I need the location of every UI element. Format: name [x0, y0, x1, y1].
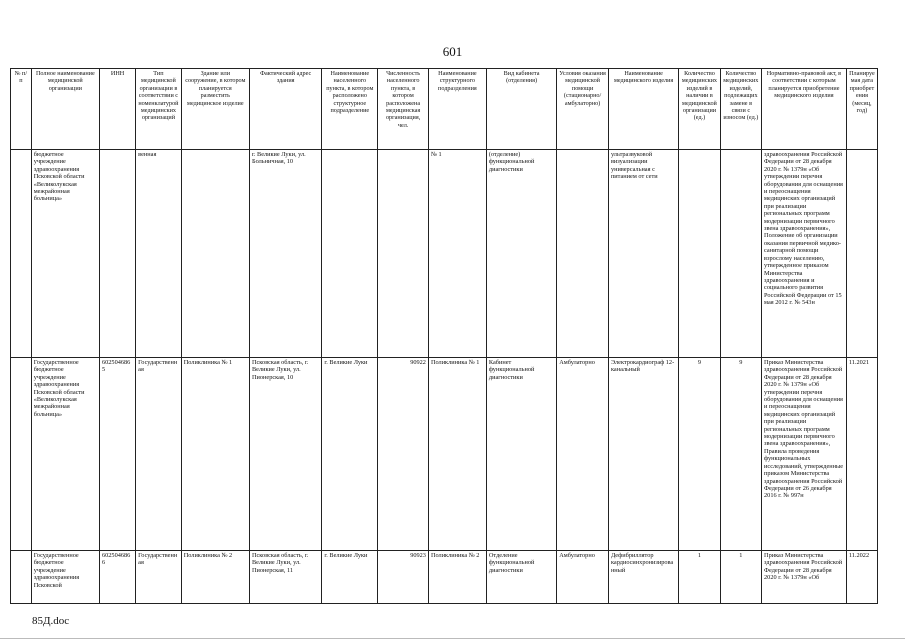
cell-building: Поликлиника № 1: [181, 358, 249, 551]
cell-unit: Поликлиника № 2: [428, 551, 486, 604]
cell-device: Дефибриллятор кардиосинхронизированный: [608, 551, 678, 604]
header-cell: Наименование населенного пункта, в котором расположено структурное подразделение: [322, 69, 378, 150]
cell-inn: 6025046865: [99, 358, 135, 551]
cell-locality: г. Великие Луки: [322, 358, 378, 551]
header-cell: Полное наименование медицинской организации: [31, 69, 99, 150]
header-cell: Количество медицинских изделий, подлежащих замене в связи с износом (ед.): [720, 69, 761, 150]
cell-inn: 6025046866: [99, 551, 135, 604]
cell-num: [11, 551, 32, 604]
table-row: [11, 150, 878, 358]
cell-qty: 1: [679, 551, 720, 604]
cell-device: ультразвуковой визуализации универсальная с питанием от сети: [608, 150, 678, 358]
header-cell: Планируемая дата приобретения (месяц, год): [846, 69, 877, 150]
cell-act: здравоохранения Российской Федерации от 28 декабря 2020 г. № 1379н «Об утверждении перечня оборудования для оснащения и переоснащения медицинских организаций при реализации региональных программ модернизации первичного звена здравоохранения», Положение об организации оказания первичной медико-санитарной помощи взрослому населению, утвержденное приказом Министерства здравоохранения и социального развития Российской Федерации от 15 мая 2012 г. № 543н: [762, 150, 847, 358]
cell-num: [11, 358, 32, 551]
cell-act: Приказ Министерства здравоохранения Российской Федерации от 28 декабря 2020 г. № 1379н «Об утверждении перечня оборудования для оснащения и переоснащения медицинских организаций при реализации региональных программ модернизации первичного звена здравоохранения», Правила проведения функциональных исследований, утвержденные приказом Министерства здравоохранения Российской Федерации от 26 декабря 2016 г. № 997н: [762, 358, 847, 551]
cell-org: бюджетное учреждение здравоохранения Псковской области «Великолукская межрайонная больница»: [31, 150, 99, 358]
cell-address: Псковская область, г. Великие Луки, ул. Пионерская, 10: [249, 358, 321, 551]
cell-inn: [99, 150, 135, 358]
cell-type: Государственная: [136, 551, 182, 604]
header-row: [11, 69, 878, 150]
cell-unit: № 1: [428, 150, 486, 358]
cell-unit: Поликлиника № 1: [428, 358, 486, 551]
cell-org: Государственное бюджетное учреждение здравоохранения Псковской области «Великолукская межрайонная больница»: [31, 358, 99, 551]
cell-replace: [720, 150, 761, 358]
page-number: 601: [442, 44, 463, 59]
header-cell: Численность населенного пункта, в котором расположена медицинская организация, чел.: [378, 69, 429, 150]
header-cell: Нормативно-правовой акт, в соответствии с которым планируется приобретение медицинского изделия: [762, 69, 847, 150]
cell-replace: 1: [720, 551, 761, 604]
table-row: [11, 551, 878, 604]
cell-date: 11.2021: [846, 358, 877, 551]
cell-replace: 9: [720, 358, 761, 551]
cell-org: Государственное бюджетное учреждение здравоохранения Псковской: [31, 551, 99, 604]
cell-locality: г. Великие Луки: [322, 551, 378, 604]
header-cell: Наименование структурного подразделения: [428, 69, 486, 150]
cell-building: Поликлиника № 2: [181, 551, 249, 604]
cell-device: Электрокардиограф 12-канальный: [608, 358, 678, 551]
header-cell: № п/п: [11, 69, 32, 150]
equipment-table: [10, 68, 878, 604]
cell-num: [11, 150, 32, 358]
header-cell: Здание или сооружение, в котором планируется разместить медицинское изделие: [181, 69, 249, 150]
cell-date: [846, 150, 877, 358]
cell-cabinet: Кабинет функциональной диагностики: [486, 358, 556, 551]
cell-population: 90922: [378, 358, 429, 551]
cell-conditions: Амбулаторно: [557, 358, 609, 551]
cell-date: 11.2022: [846, 551, 877, 604]
table-row: [11, 358, 878, 551]
cell-building: [181, 150, 249, 358]
cell-conditions: [557, 150, 609, 358]
header-cell: Наименование медицинского изделия: [608, 69, 678, 150]
cell-qty: 9: [679, 358, 720, 551]
cell-address: г. Великие Луки, ул. Больничная, 10: [249, 150, 321, 358]
bottom-divider: [0, 638, 905, 639]
cell-population: [378, 150, 429, 358]
header-cell: ИНН: [99, 69, 135, 150]
cell-conditions: Амбулаторно: [557, 551, 609, 604]
cell-population: 90923: [378, 551, 429, 604]
header-cell: Условия оказания медицинской помощи (стационарно/ амбулаторно): [557, 69, 609, 150]
header-cell: Тип медицинской организации в соответствии с номенклатурой медицинских организаций: [136, 69, 182, 150]
cell-cabinet: Отделение функциональной диагностики: [486, 551, 556, 604]
cell-type: Государственная: [136, 358, 182, 551]
cell-type: венная: [136, 150, 182, 358]
cell-locality: [322, 150, 378, 358]
header-cell: Количество медицинских изделий в наличии в медицинской организации (ед.): [679, 69, 720, 150]
cell-address: Псковская область, г. Великие Луки, ул. Пионерская, 11: [249, 551, 321, 604]
header-cell: Фактический адрес здания: [249, 69, 321, 150]
cell-qty: [679, 150, 720, 358]
footer-filename: 85Д.doc: [32, 615, 70, 627]
cell-act: Приказ Министерства здравоохранения Российской Федерации от 28 декабря 2020 г. № 1379н «Об: [762, 551, 847, 604]
header-cell: Вид кабинета (отделения): [486, 69, 556, 150]
cell-cabinet: (отделение) функциональной диагностики: [486, 150, 556, 358]
